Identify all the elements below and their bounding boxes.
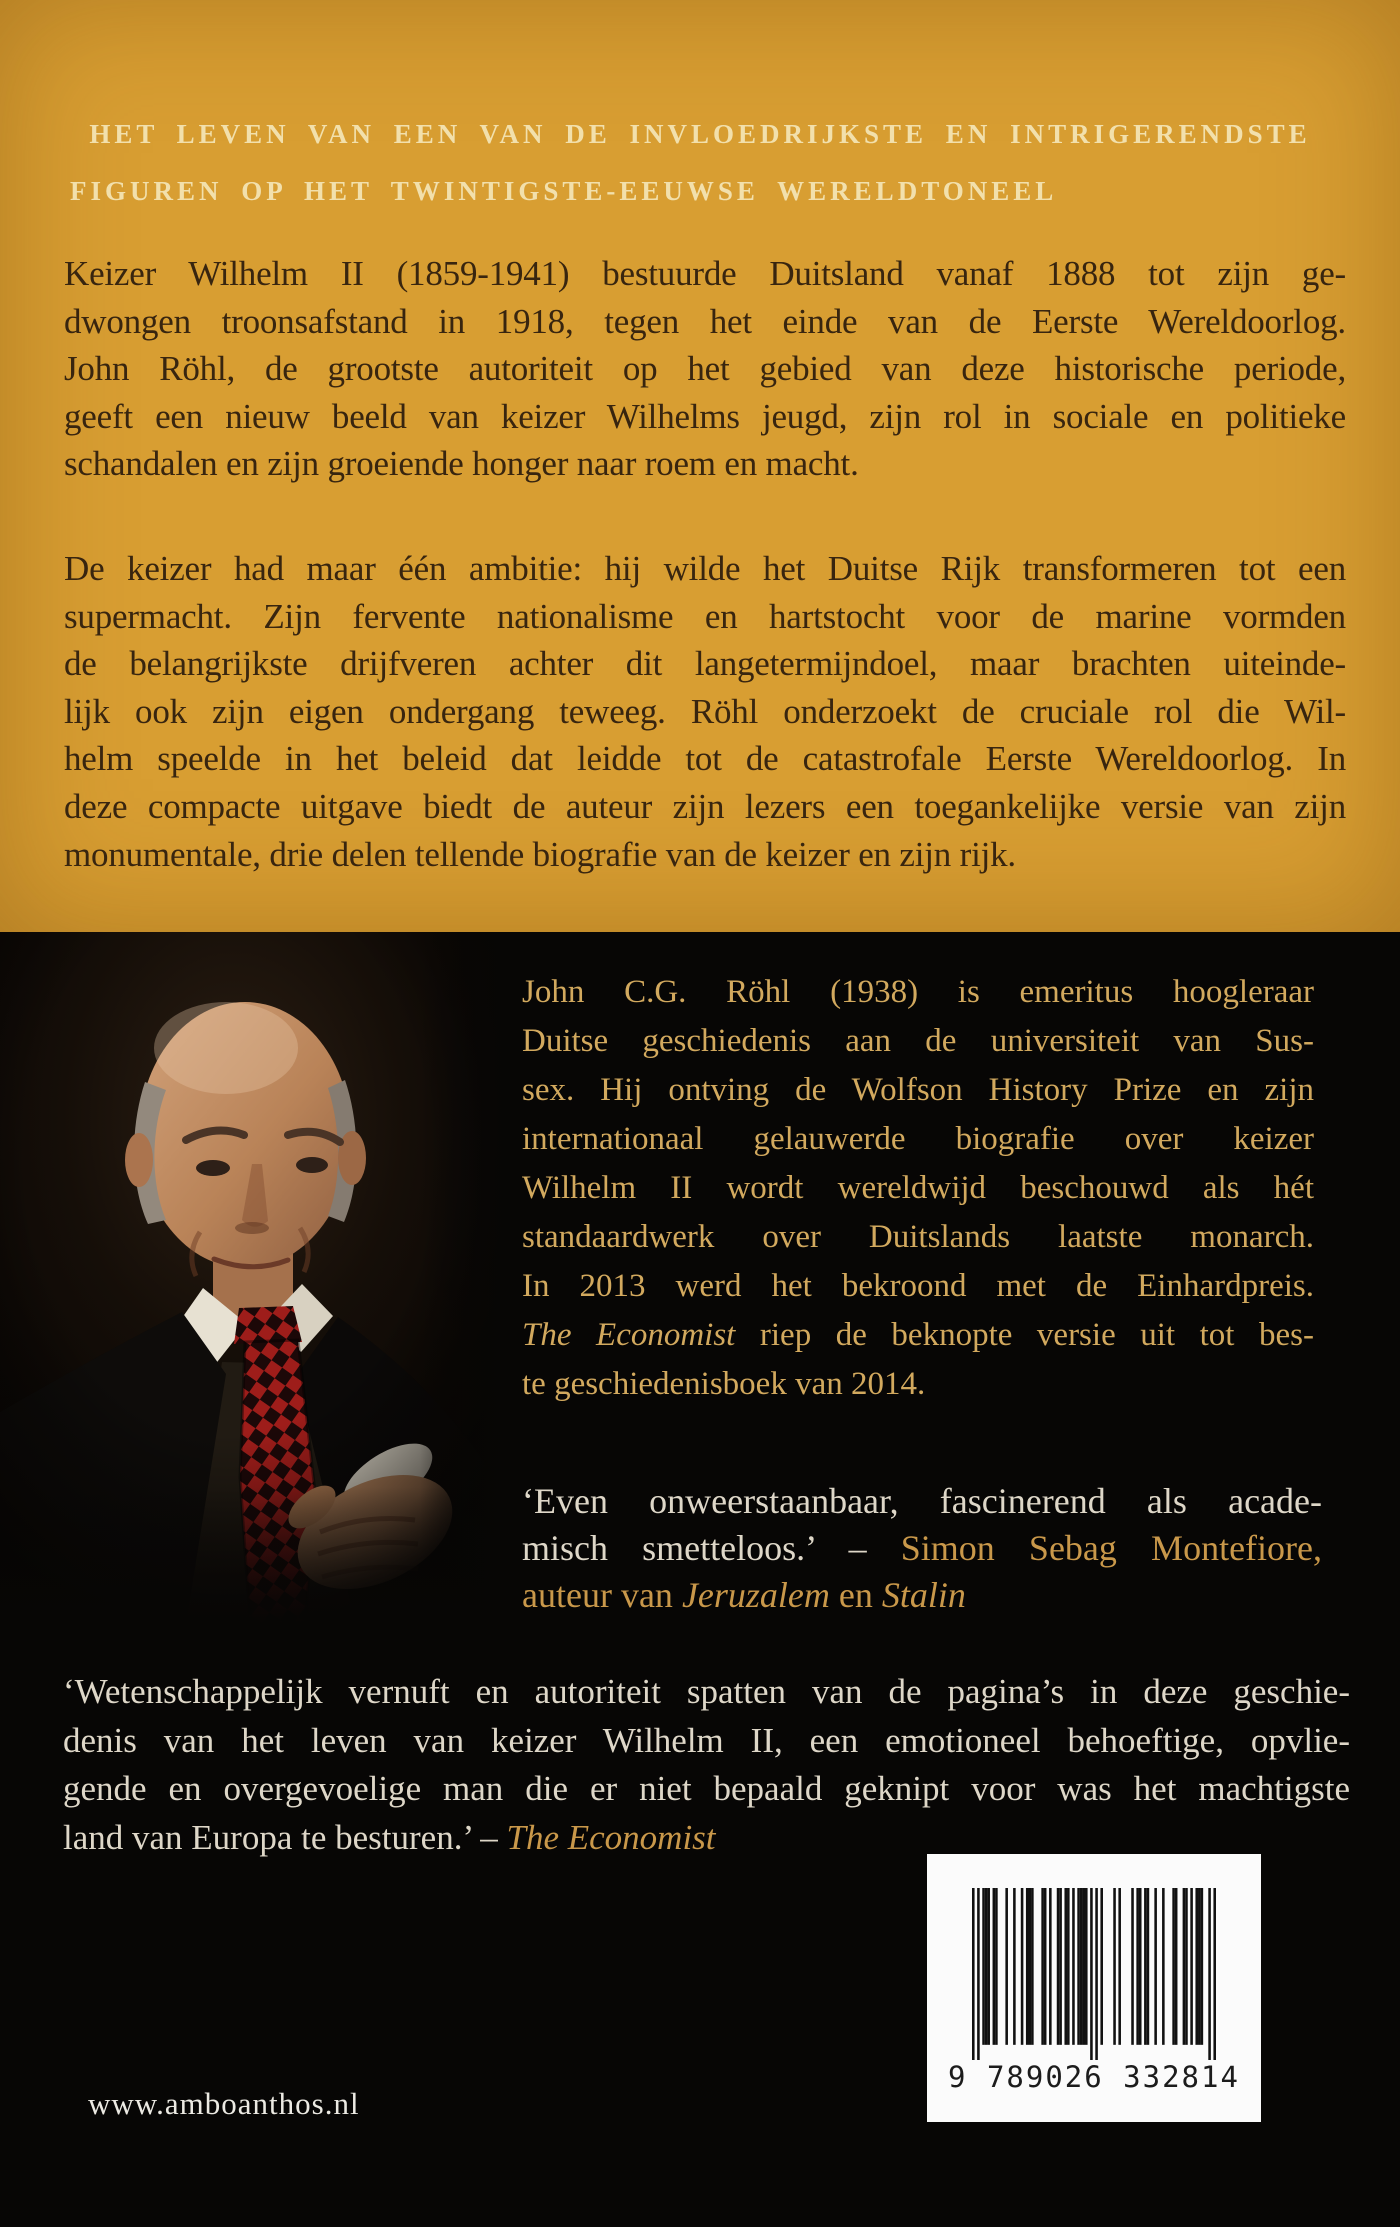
publisher-website: www.amboanthos.nl <box>88 2086 360 2121</box>
montefiore-quote: ‘Even onweerstaanbaar, fascinerend als acade- misch smetteloos.’ – Simon Sebag Montefiore, auteur van Jeruzalem en Stalin <box>522 1481 1322 1615</box>
synopsis-paragraph-1: Keizer Wilhelm II (1859-1941) bestuurde Duitsland vanaf 1888 tot zijn ge- dwongen troonsafstand in 1918, tegen het einde van de Eerste Wereldoorlog. John Röhl, de grootste autoriteit op het gebied van deze historische periode, geeft een nieuw beeld van keizer Wilhelms jeugd, zijn rol in sociale en politieke schandalen en zijn groeiende honger naar roem en macht. <box>64 254 1346 484</box>
author-photo <box>0 932 508 1624</box>
author-portrait-illustration <box>0 932 508 1624</box>
barcode-bars <box>972 1888 1216 2060</box>
barcode <box>927 1854 1261 2122</box>
synopsis-paragraph-2: De keizer had maar één ambitie: hij wilde het Duitse Rijk transformeren tot een supermacht. Zijn fervente nationalisme en hartstocht voor de marine vormden de belangrijkste drijfveren achter dit langetermijndoel, maar brachten uiteinde- lijk ook zijn eigen ondergang teweeg. Röhl onderzoekt de cruciale rol die Wil- helm speelde in het beleid dat leidde tot de catastrofale Eerste Wereldoorlog. In deze compacte uitgave biedt de auteur zijn lezers een toegankelijke versie van zijn monumentale, drie delen tellende biografie van de keizer en zijn rijk. <box>64 549 1346 874</box>
author-bio: John C.G. Röhl (1938) is emeritus hoogleraar Duitse geschiedenis aan de universiteit van Sus- sex. Hij ontving de Wolfson History Prize en zijn internationaal gelauwerde biografie over keizer Wilhelm II wordt wereldwijd beschouwd als hét standaardwerk over Duitslands laatste monarch. In 2013 werd het bekroond met de Einhardpreis. The Economist riep de beknopte versie uit tot bes- te geschiedenisboek van 2014. <box>522 974 1314 1402</box>
barcode-number: 9 789026 332814 <box>948 2060 1240 2094</box>
economist-quote: ‘Wetenschappelijk vernuft en autoriteit spatten van de pagina’s in deze geschie- denis van het leven van keizer Wilhelm II, een emotioneel behoeftige, opvlie- gende en overgevoelige man die er niet bepaald geknipt voor was het machtigste land van Europa te besturen.’ – The Economist <box>63 1672 1350 1857</box>
tagline: HET LEVEN VAN EEN VAN DE INVLOEDRIJKSTE EN INTRIGERENDSTE FIGUREN OP HET TWINTIGSTE-EEUWSE WERELDTONEEL <box>70 119 1311 206</box>
